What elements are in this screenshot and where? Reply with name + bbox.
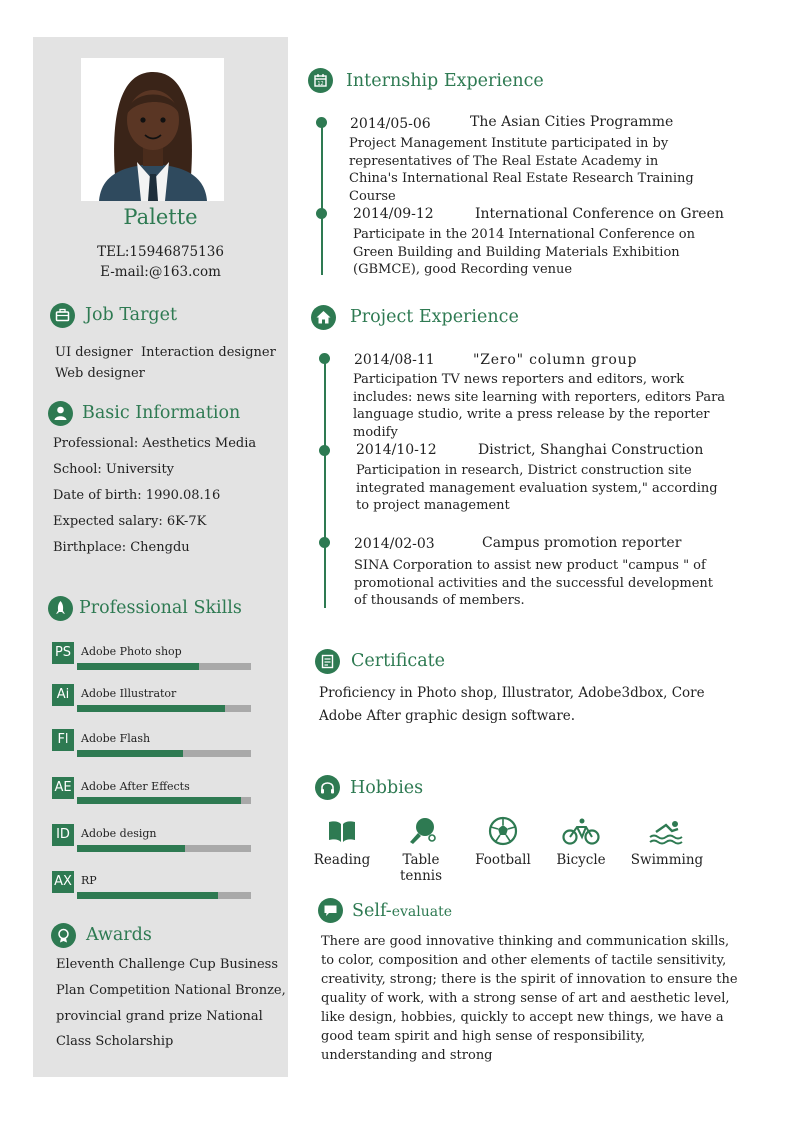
basic-info-line: Date of birth: 1990.08.16 [53, 488, 221, 503]
entry-heading: "Zero" column group [473, 352, 638, 368]
skill-badge: AX [52, 871, 74, 893]
entry-description: Participation in research, District construction site integrated management evaluation system," according to project management [356, 463, 718, 513]
skill-badge: ID [52, 824, 74, 846]
speech-bubble-icon [318, 898, 343, 923]
skill-bar-fill [77, 797, 241, 804]
timeline-dot [319, 537, 330, 548]
entry-heading: The Asian Cities Programme [470, 114, 674, 130]
hobby-label: Table tennis [399, 852, 443, 884]
entry-heading: District, Shanghai Construction [478, 442, 704, 458]
rocket-icon [48, 596, 73, 621]
profile-tel: TEL:15946875136 [97, 244, 224, 260]
skill-bar-fill [77, 892, 218, 899]
self-evaluate-title-small: evaluate [391, 904, 453, 920]
skill-name: Adobe Illustrator [81, 687, 177, 700]
hobby-item [312, 816, 372, 868]
projects-title: Project Experience [350, 307, 519, 327]
entry-description: Participation TV news reporters and editors, work includes: news site learning with reporters, editors Para language studio, write a press release by the reporter modify [353, 372, 726, 440]
headphones-icon [315, 775, 340, 800]
job-target-item: Web designer [55, 366, 145, 381]
hobby-label: Football [475, 852, 531, 868]
awards-title: Awards [86, 925, 152, 945]
skills-title: Professional Skills [79, 598, 242, 618]
entry-heading: Campus promotion reporter [482, 535, 682, 551]
skill-name: Adobe Photo shop [81, 645, 182, 658]
skill-bar-fill [77, 750, 183, 757]
football-icon [488, 816, 518, 846]
bicycle-icon [562, 816, 600, 846]
entry-date: 2014/08-11 [354, 352, 435, 368]
entry-date: 2014/10-12 [356, 442, 437, 458]
certificate-icon [315, 649, 340, 674]
timeline-dot [319, 353, 330, 364]
trophy-icon [51, 923, 76, 948]
awards-line: Eleventh Challenge Cup Business [56, 957, 279, 972]
timeline-dot [316, 208, 327, 219]
skill-bar [77, 750, 251, 757]
table-tennis-icon [404, 816, 438, 846]
job-target-item: Interaction designer [141, 345, 276, 360]
hobby-label: Reading [313, 852, 371, 868]
timeline-dot [319, 445, 330, 456]
hobby-item [380, 816, 462, 884]
book-icon [327, 816, 357, 846]
certificate-line: Proficiency in Photo shop, Illustrator, Adobe3dbox, Core [319, 685, 705, 701]
skill-name: Adobe design [81, 827, 157, 840]
awards-line: Class Scholarship [56, 1034, 174, 1049]
hobby-item [553, 816, 609, 868]
briefcase-icon [50, 303, 75, 328]
skill-badge: PS [52, 642, 74, 664]
entry-heading: International Conference on Green [475, 206, 724, 222]
entry-description: SINA Corporation to assist new product "campus " of promotional activities and the successful development of thousands of members. [354, 558, 714, 608]
basic-info-line: School: University [53, 462, 175, 477]
hobby-item [471, 816, 535, 868]
certificate-title: Certificate [351, 651, 446, 671]
entry-date: 2014/09-12 [353, 206, 434, 222]
entry-description: Project Management Institute participated in by representatives of The Real Estate Academy in China's International Real Estate Research Training Course [349, 136, 694, 204]
skill-bar [77, 797, 251, 804]
skill-badge: AE [52, 777, 74, 799]
swimming-icon [648, 816, 686, 846]
timeline-dot [316, 117, 327, 128]
skill-name: Adobe After Effects [81, 780, 190, 793]
certificate-line: Adobe After graphic design software. [319, 708, 576, 724]
job-target-item: UI designer [55, 345, 133, 360]
skill-bar-fill [77, 663, 199, 670]
skill-bar [77, 845, 251, 852]
basic-info-line: Expected salary: 6K-7K [53, 514, 207, 529]
timeline-line [321, 123, 323, 275]
timeline-line [324, 358, 326, 608]
entry-date: 2014/02-03 [354, 536, 435, 552]
basic-info-title: Basic Information [82, 403, 241, 423]
skill-bar [77, 663, 251, 670]
self-evaluate-text: There are good innovative thinking and communication skills, to color, composition and other elements of tactile sensitivity, creativity, strong; there is the spirit of innovation to ensure the quality of work, with a strong sense of art and aesthetic level, like design, hobbies, quickly to accept new things, we have a good team spirit and high sense of responsibility, understanding and strong [321, 934, 738, 1063]
job-target-title: Job Target [85, 305, 178, 325]
entry-date: 2014/05-06 [350, 116, 431, 132]
awards-line: provincial grand prize National [56, 1009, 263, 1024]
skill-name: Adobe Flash [81, 732, 151, 745]
hobbies-title: Hobbies [350, 778, 424, 798]
skill-bar-fill [77, 705, 225, 712]
profile-email: E-mail:@163.com [100, 264, 221, 280]
self-evaluate-title [352, 901, 452, 921]
svg-text:12: 12 [317, 81, 324, 87]
skill-badge: Fl [52, 729, 74, 751]
skill-bar-fill [77, 845, 185, 852]
entry-description: Participate in the 2014 International Conference on Green Building and Building Materials Exhibition (GBMCE), good Recording venue [353, 227, 695, 277]
hobby-label: Bicycle [556, 852, 606, 868]
person-icon [48, 401, 73, 426]
skill-bar [77, 892, 251, 899]
internship-title: Internship Experience [346, 71, 544, 91]
hobby-label: Swimming [630, 852, 704, 868]
calendar-icon [308, 68, 333, 93]
self-evaluate-title-main: Self- [352, 901, 392, 921]
awards-line: Plan Competition National Bronze, [56, 983, 286, 998]
basic-info-line: Birthplace: Chengdu [53, 540, 190, 555]
skill-bar [77, 705, 251, 712]
basic-info-line: Professional: Aesthetics Media [53, 436, 257, 451]
profile-name: Palette [123, 205, 198, 229]
skill-name: RP [81, 874, 97, 887]
profile-photo [81, 58, 224, 201]
skill-badge: Ai [52, 684, 74, 706]
hobby-item [630, 816, 704, 868]
home-icon [311, 305, 336, 330]
